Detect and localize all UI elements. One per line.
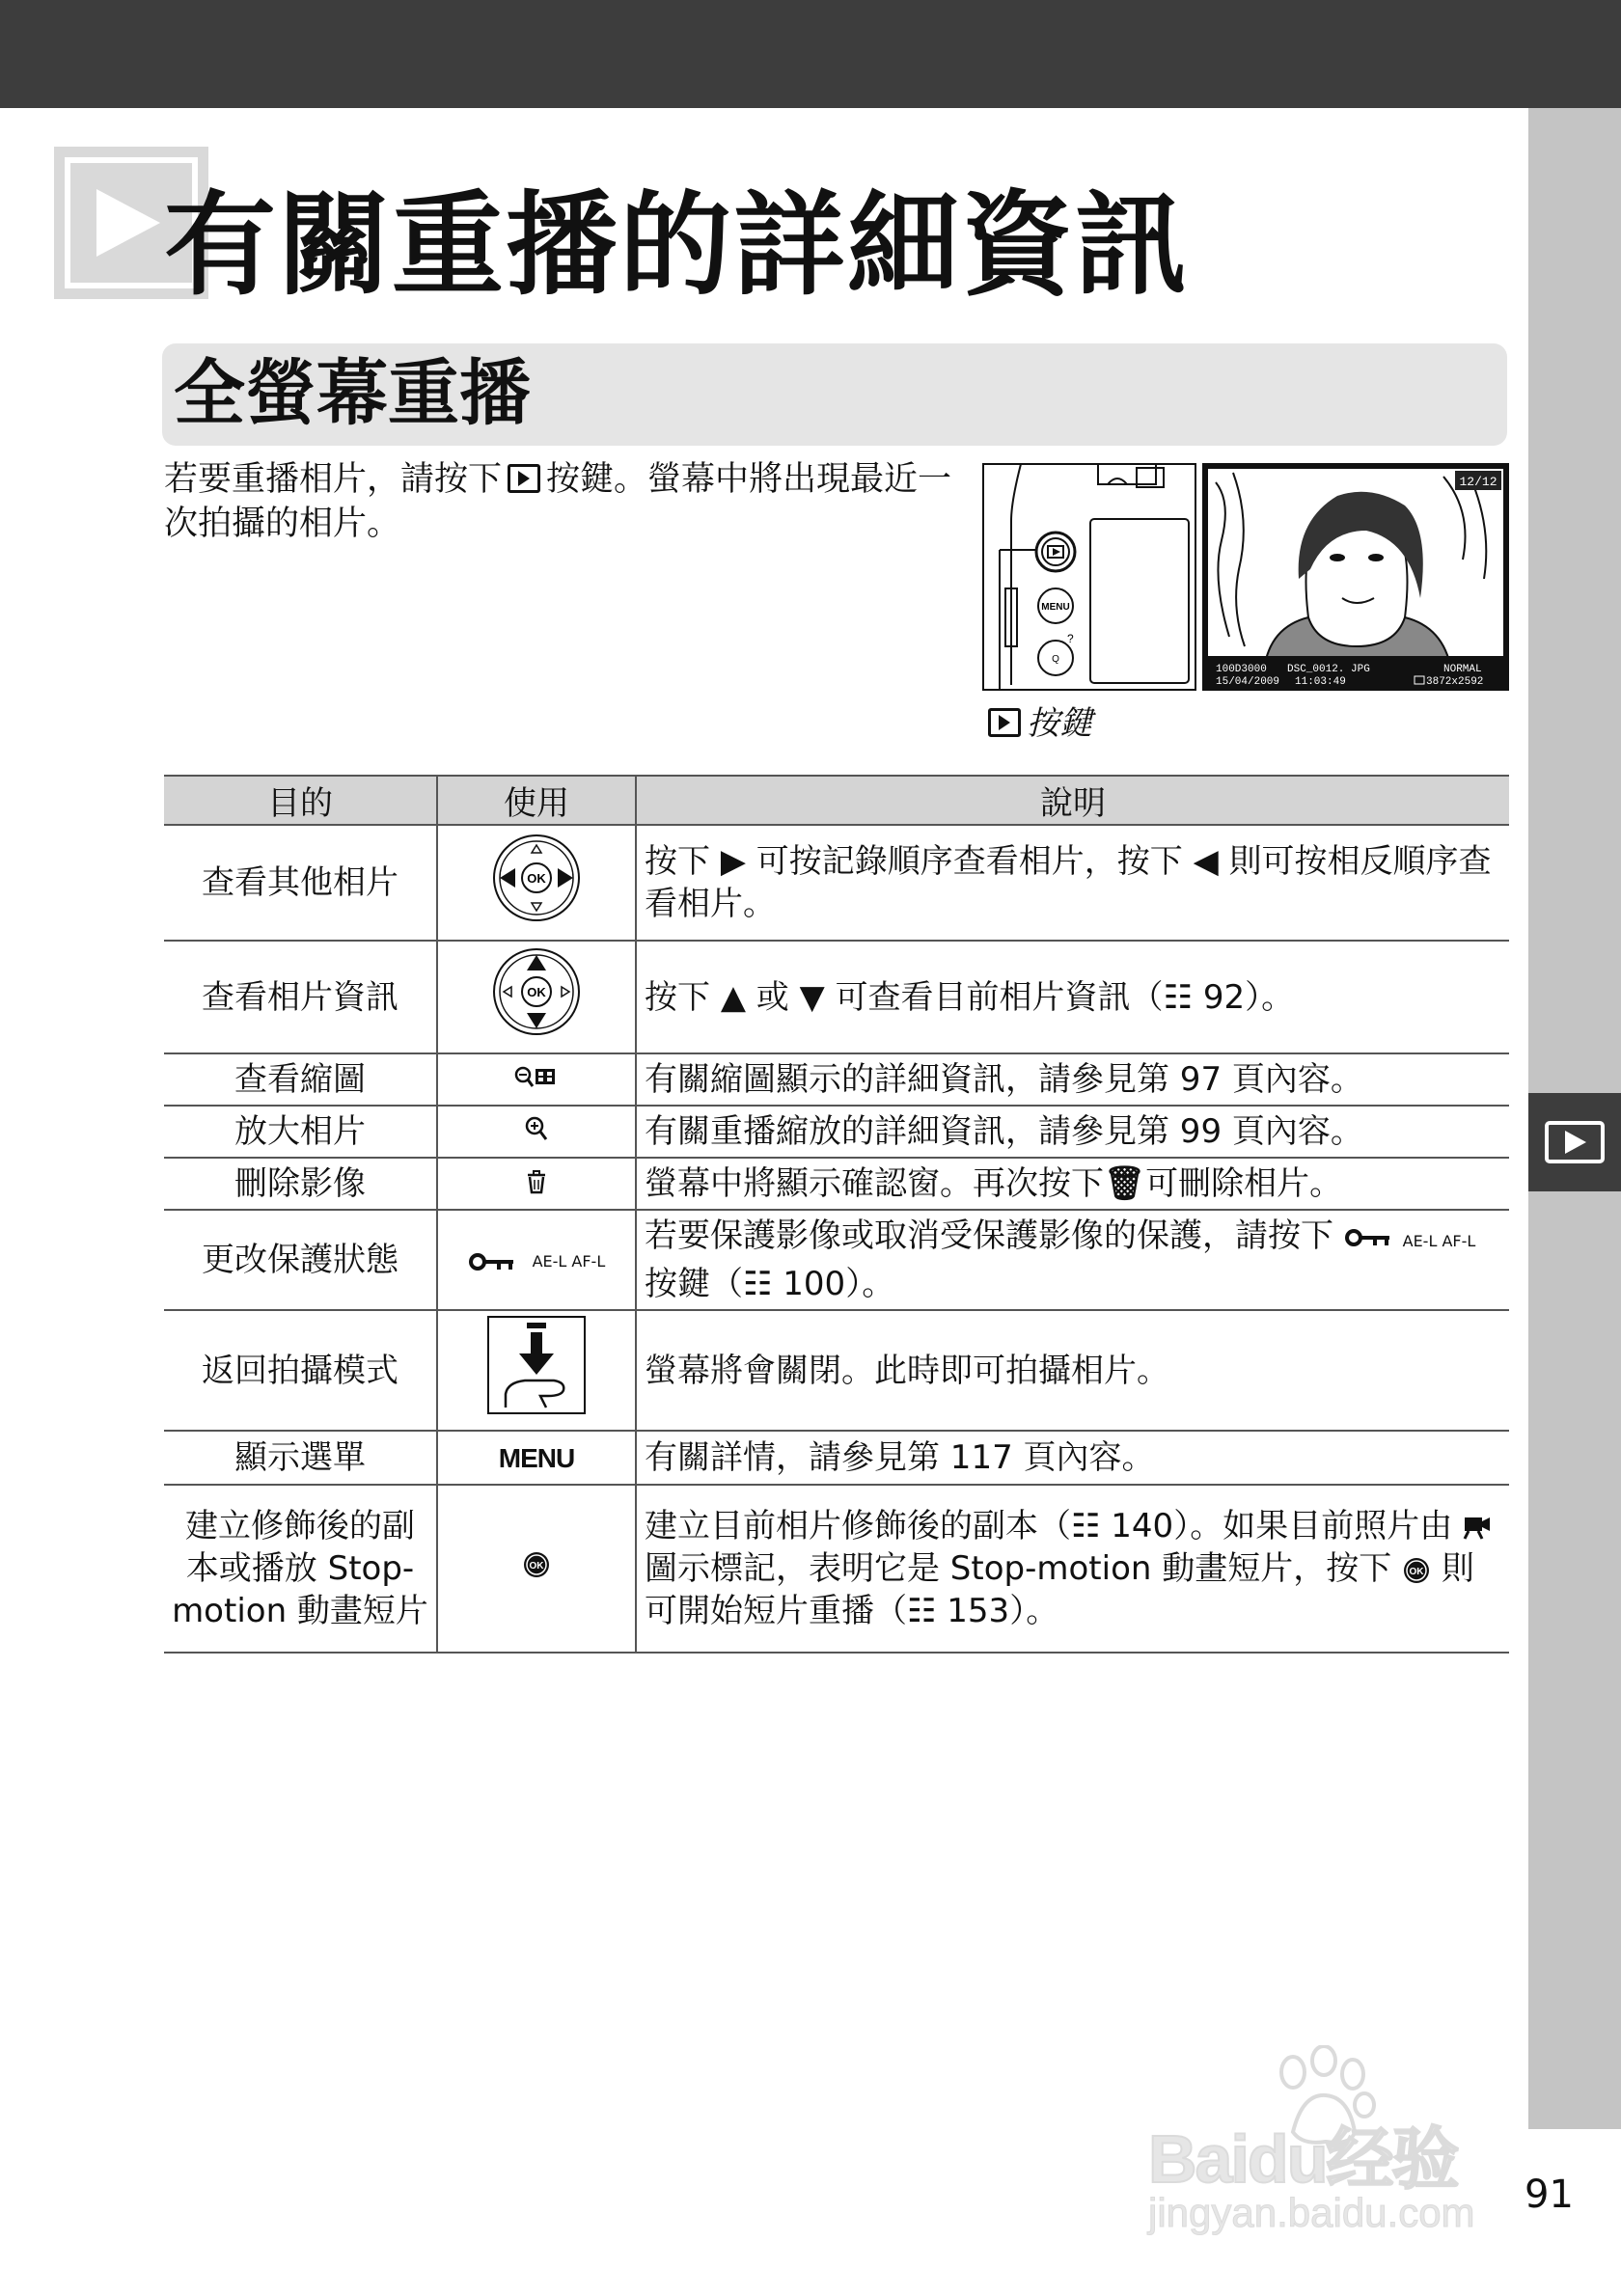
svg-text:?: ? <box>1067 632 1074 645</box>
svg-text:Q: Q <box>1052 654 1059 665</box>
table-row <box>164 1310 1509 1431</box>
ae-l-af-l-label: AE-L AF-L <box>532 1251 606 1271</box>
table-row <box>164 1106 1509 1158</box>
figure-caption: 按鍵 <box>982 697 1092 744</box>
row-description: 有關重播縮放的詳細資訊，請參見第 99 頁內容。 <box>636 1106 1509 1158</box>
table-row <box>164 1053 1509 1106</box>
book-reference-icon: ☷ <box>907 1592 937 1630</box>
table-row <box>164 1485 1509 1653</box>
trash-icon: 🗑︎ <box>1104 1164 1146 1203</box>
zoom-in-icon <box>524 1115 549 1142</box>
book-reference-icon: ☷ <box>743 1265 773 1303</box>
book-reference-icon: ☷ <box>1071 1507 1101 1545</box>
playback-button-icon <box>508 464 540 493</box>
playback-button-icon <box>988 708 1021 737</box>
row-description: 有關詳情，請參見第 117 頁內容。 <box>636 1431 1509 1485</box>
lcd-quality: NORMAL <box>1443 664 1482 675</box>
thumbnail-zoom-out-icon <box>514 1065 559 1090</box>
playback-operations-table <box>164 775 1509 1654</box>
table-row <box>164 1431 1509 1485</box>
row-description: 若要保護影像或取消受保護影像的保護，請按下 AE-L AF-L 按鍵（☷ 100）。 <box>636 1210 1509 1310</box>
row-purpose: 查看相片資訊 <box>164 941 437 1053</box>
trash-icon <box>526 1169 547 1194</box>
lcd-folder: 100D3000 <box>1216 664 1267 675</box>
row-purpose: 更改保護狀態 <box>164 1210 437 1310</box>
row-use <box>437 1310 636 1431</box>
table-row <box>164 1158 1509 1210</box>
col-header-description: 說明 <box>636 776 1509 825</box>
row-purpose: 顯示選單 <box>164 1431 437 1485</box>
down-arrow-icon: ▼ <box>799 977 825 1017</box>
section-title: 全螢幕重播 <box>174 352 531 435</box>
lcd-playback-screen <box>1202 463 1509 691</box>
row-description: 有關縮圖顯示的詳細資訊，請參見第 97 頁內容。 <box>636 1053 1509 1106</box>
row-use <box>437 941 636 1053</box>
row-use <box>437 825 636 941</box>
frame-counter: 12/12 <box>1459 475 1497 489</box>
ok-button-icon <box>1402 1556 1431 1585</box>
row-use <box>437 1106 636 1158</box>
col-header-purpose: 目的 <box>164 776 437 825</box>
lcd-date: 15/04/2009 <box>1216 676 1280 688</box>
protect-key-icon <box>1344 1226 1392 1249</box>
table-header-row <box>164 776 1509 825</box>
lcd-time: 11:03:49 <box>1295 676 1346 688</box>
row-purpose: 查看縮圖 <box>164 1053 437 1106</box>
row-description: 按下 ▶ 可按記錄順序查看相片，按下 ◀ 則可按相反順序查看相片。 <box>636 825 1509 941</box>
watermark-url: jingyan.baidu.com <box>1148 2190 1475 2235</box>
camera-back-illustration <box>982 463 1196 691</box>
lcd-filename: DSC_0012. JPG <box>1287 664 1370 675</box>
shutter-release-icon <box>486 1315 587 1415</box>
row-purpose: 刪除影像 <box>164 1158 437 1210</box>
menu-button-label: MENU <box>498 1443 575 1473</box>
row-use <box>437 1053 636 1106</box>
intro-text-start: 若要重播相片，請按下 <box>164 460 503 499</box>
row-purpose: 放大相片 <box>164 1106 437 1158</box>
col-header-use: 使用 <box>437 776 636 825</box>
row-description: 螢幕中將顯示確認窗。再次按下🗑︎可刪除相片。 <box>636 1158 1509 1210</box>
page-number: 91 <box>1525 2173 1574 2217</box>
lcd-image-size: 3872x2592 <box>1426 676 1484 688</box>
row-description: 螢幕將會關閉。此時即可拍攝相片。 <box>636 1310 1509 1431</box>
table-row <box>164 825 1509 941</box>
ok-button-icon <box>522 1550 551 1579</box>
baidu-watermark <box>1148 2045 1515 2238</box>
row-purpose: 建立修飾後的副本或播放 Stop-motion 動畫短片 <box>164 1485 437 1653</box>
book-reference-icon: ☷ <box>1163 977 1194 1017</box>
left-arrow-icon: ◀ <box>1193 842 1219 881</box>
multi-selector-up-down-icon <box>490 945 583 1038</box>
row-description: 建立目前相片修飾後的副本（☷ 140）。如果目前照片由 圖示標記，表明它是 Stop-motion 動畫短片，按下 OK 則可開始短片重播（☷ 153）。 <box>636 1485 1509 1653</box>
playback-icon <box>1544 1120 1606 1164</box>
table-row <box>164 941 1509 1053</box>
svg-text:MENU: MENU <box>1041 602 1070 613</box>
stop-motion-movie-icon <box>1463 1514 1492 1541</box>
svg-text:OK: OK <box>527 985 546 999</box>
watermark-brand: Baidu经验 <box>1148 2121 1458 2197</box>
svg-text:OK: OK <box>527 870 546 886</box>
row-use <box>437 1431 636 1485</box>
right-arrow-icon: ▶ <box>720 842 746 881</box>
svg-text:OK: OK <box>1409 1567 1424 1577</box>
top-header-bar <box>0 0 1621 108</box>
playback-chapter-tab <box>1528 1093 1621 1191</box>
up-arrow-icon: ▲ <box>720 977 746 1017</box>
multi-selector-left-right-icon <box>490 832 583 924</box>
protect-key-icon <box>468 1250 516 1273</box>
row-use <box>437 1210 636 1310</box>
svg-text:OK: OK <box>529 1561 544 1572</box>
row-description: 按下 ▲ 或 ▼ 可查看目前相片資訊（☷ 92）。 <box>636 941 1509 1053</box>
row-purpose: 返回拍攝模式 <box>164 1310 437 1431</box>
page-title: 有關重播的詳細資訊 <box>164 180 1189 311</box>
row-use <box>437 1158 636 1210</box>
intro-text-end: 按鍵。螢幕中將出現最近一次拍攝的相片。 <box>164 460 952 543</box>
table-row <box>164 1210 1509 1310</box>
intro-paragraph <box>164 457 975 546</box>
row-use <box>437 1485 636 1653</box>
row-purpose: 查看其他相片 <box>164 825 437 941</box>
